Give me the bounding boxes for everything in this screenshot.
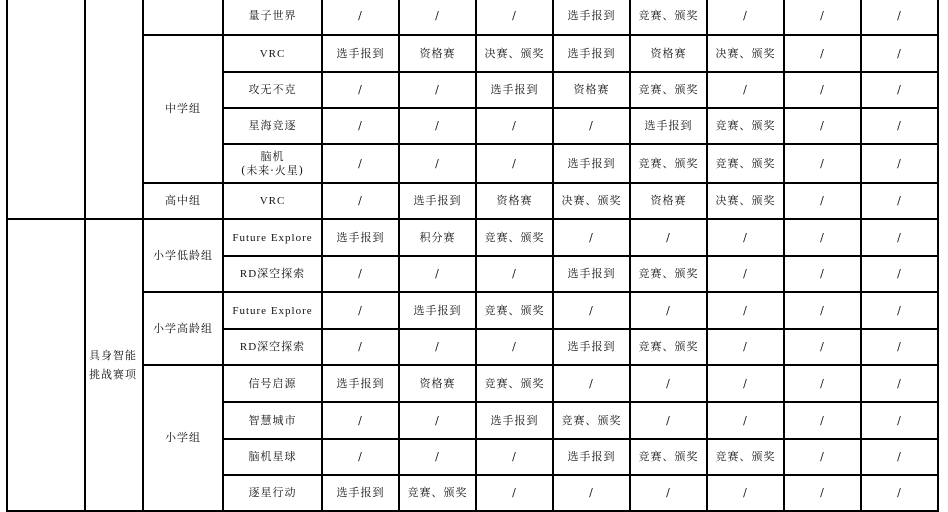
schedule-cell: 竞赛、颁奖 bbox=[630, 256, 707, 292]
project-cell bbox=[223, 183, 322, 219]
schedule-cell: / bbox=[553, 292, 630, 329]
schedule-cell: 选手报到 bbox=[553, 329, 630, 365]
table-row bbox=[7, 35, 938, 72]
project-cell bbox=[223, 365, 322, 402]
schedule-cell: 竞赛、颁奖 bbox=[399, 475, 476, 511]
schedule-cell: 选手报到 bbox=[399, 292, 476, 329]
project-name: 逐星行动 bbox=[248, 486, 297, 499]
schedule-cell: / bbox=[784, 219, 861, 256]
schedule-cell: / bbox=[861, 108, 938, 144]
schedule-cell: / bbox=[707, 256, 784, 292]
project-cell bbox=[223, 475, 322, 511]
schedule-cell: / bbox=[707, 475, 784, 511]
schedule-cell: / bbox=[707, 329, 784, 365]
schedule-cell: 决赛、颁奖 bbox=[707, 35, 784, 72]
schedule-cell: 资格赛 bbox=[630, 35, 707, 72]
schedule-cell: / bbox=[322, 439, 399, 475]
schedule-cell: / bbox=[861, 365, 938, 402]
schedule-cell: / bbox=[861, 402, 938, 439]
schedule-cell: / bbox=[630, 475, 707, 511]
schedule-cell: 竞赛、颁奖 bbox=[476, 292, 553, 329]
schedule-cell: / bbox=[553, 108, 630, 144]
schedule-cell: 竞赛、颁奖 bbox=[476, 219, 553, 256]
schedule-cell: / bbox=[784, 183, 861, 219]
project-name: 星海竞逐 bbox=[248, 119, 297, 132]
project-name: 脑机星球 bbox=[248, 450, 297, 463]
schedule-cell: / bbox=[861, 144, 938, 183]
schedule-cell: / bbox=[630, 402, 707, 439]
schedule-cell: / bbox=[553, 365, 630, 402]
schedule-cell: 决赛、颁奖 bbox=[476, 35, 553, 72]
schedule-cell: 竞赛、颁奖 bbox=[630, 0, 707, 35]
schedule-cell: / bbox=[784, 35, 861, 72]
schedule-cell: 竞赛、颁奖 bbox=[630, 144, 707, 183]
schedule-cell: / bbox=[707, 402, 784, 439]
schedule-cell: / bbox=[784, 72, 861, 108]
schedule-cell: 资格赛 bbox=[553, 72, 630, 108]
project-cell bbox=[223, 329, 322, 365]
project-cell bbox=[223, 108, 322, 144]
schedule-cell: 竞赛、颁奖 bbox=[630, 329, 707, 365]
schedule-cell: / bbox=[784, 329, 861, 365]
schedule-cell: 资格赛 bbox=[399, 35, 476, 72]
schedule-cell: / bbox=[784, 144, 861, 183]
category-cell: 具身智能挑战赛项 bbox=[85, 219, 143, 511]
group-cell: 小学高龄组 bbox=[143, 292, 223, 365]
schedule-cell: / bbox=[861, 219, 938, 256]
schedule-cell: / bbox=[861, 256, 938, 292]
blank-cell bbox=[7, 0, 85, 219]
project-name: RD深空探索 bbox=[239, 268, 306, 280]
schedule-cell: / bbox=[476, 439, 553, 475]
schedule-cell: / bbox=[399, 72, 476, 108]
schedule-cell: 竞赛、颁奖 bbox=[630, 72, 707, 108]
project-cell bbox=[223, 402, 322, 439]
schedule-cell: / bbox=[399, 144, 476, 183]
schedule-cell: / bbox=[322, 72, 399, 108]
project-name: 量子世界 bbox=[248, 9, 297, 22]
table-row bbox=[7, 292, 938, 329]
group-cell: 小学组 bbox=[143, 365, 223, 511]
schedule-cell: 竞赛、颁奖 bbox=[707, 439, 784, 475]
group-cell: 小学低龄组 bbox=[143, 219, 223, 292]
project-cell bbox=[223, 72, 322, 108]
schedule-cell: 选手报到 bbox=[322, 475, 399, 511]
schedule-cell: / bbox=[784, 0, 861, 35]
schedule-cell: 选手报到 bbox=[322, 219, 399, 256]
schedule-cell: / bbox=[476, 0, 553, 35]
project-name: 脑机 bbox=[260, 149, 285, 163]
schedule-cell: / bbox=[861, 0, 938, 35]
project-cell bbox=[223, 219, 322, 256]
schedule-cell: / bbox=[707, 292, 784, 329]
group-cell: 高中组 bbox=[143, 183, 223, 219]
project-name: Future Explore bbox=[232, 304, 313, 317]
project-name: VRC bbox=[259, 47, 286, 60]
schedule-cell: / bbox=[707, 365, 784, 402]
project-name: 信号启源 bbox=[248, 376, 297, 390]
schedule-cell: / bbox=[322, 256, 399, 292]
project-cell bbox=[223, 439, 322, 475]
schedule-cell: / bbox=[861, 183, 938, 219]
schedule-cell: / bbox=[784, 439, 861, 475]
schedule-cell: / bbox=[322, 183, 399, 219]
schedule-cell: / bbox=[861, 439, 938, 475]
schedule-cell: / bbox=[861, 292, 938, 329]
schedule-cell: 选手报到 bbox=[399, 183, 476, 219]
schedule-cell: / bbox=[476, 256, 553, 292]
schedule-cell: 决赛、颁奖 bbox=[553, 183, 630, 219]
schedule-cell: / bbox=[707, 219, 784, 256]
schedule-cell: / bbox=[399, 256, 476, 292]
project-cell bbox=[223, 35, 322, 72]
schedule-cell: 决赛、颁奖 bbox=[707, 183, 784, 219]
project-cell bbox=[223, 0, 322, 35]
schedule-cell: / bbox=[476, 108, 553, 144]
schedule-cell: 选手报到 bbox=[553, 439, 630, 475]
schedule-cell: 竞赛、颁奖 bbox=[707, 144, 784, 183]
schedule-cell: 竞赛、颁奖 bbox=[476, 365, 553, 402]
schedule-cell: / bbox=[399, 108, 476, 144]
table-row bbox=[7, 365, 938, 402]
project-cell bbox=[223, 144, 322, 183]
table-row bbox=[7, 219, 938, 256]
schedule-cell: / bbox=[399, 439, 476, 475]
schedule-cell: / bbox=[322, 0, 399, 35]
schedule-cell: 选手报到 bbox=[553, 256, 630, 292]
schedule-cell: 选手报到 bbox=[553, 0, 630, 35]
schedule-cell: / bbox=[784, 108, 861, 144]
project-name: RD深空探索 bbox=[239, 341, 306, 353]
schedule-cell: 选手报到 bbox=[476, 402, 553, 439]
schedule-cell: 选手报到 bbox=[553, 144, 630, 183]
project-name: VRC bbox=[259, 195, 286, 207]
table-row bbox=[7, 0, 938, 35]
schedule-cell: / bbox=[322, 292, 399, 329]
project-cell bbox=[223, 256, 322, 292]
project-name: 智慧城市 bbox=[248, 413, 297, 427]
schedule-cell: / bbox=[322, 144, 399, 183]
schedule-cell: / bbox=[322, 108, 399, 144]
schedule-cell: / bbox=[707, 72, 784, 108]
schedule-cell: 选手报到 bbox=[553, 35, 630, 72]
schedule-cell: / bbox=[861, 329, 938, 365]
schedule-cell: 选手报到 bbox=[630, 108, 707, 144]
schedule-cell: 竞赛、颁奖 bbox=[553, 402, 630, 439]
schedule-cell: / bbox=[784, 256, 861, 292]
schedule-cell: / bbox=[476, 144, 553, 183]
schedule-cell: / bbox=[399, 329, 476, 365]
schedule-cell: 资格赛 bbox=[630, 183, 707, 219]
group-cell: 中学组 bbox=[143, 35, 223, 183]
schedule-cell: / bbox=[476, 329, 553, 365]
schedule-cell: 选手报到 bbox=[322, 35, 399, 72]
schedule-cell: 积分赛 bbox=[399, 219, 476, 256]
project-name: 攻无不克 bbox=[248, 83, 297, 96]
schedule-cell: / bbox=[553, 475, 630, 511]
schedule-cell: / bbox=[476, 475, 553, 511]
project-cell bbox=[223, 292, 322, 329]
schedule-cell: 资格赛 bbox=[399, 365, 476, 402]
schedule-cell: 选手报到 bbox=[322, 365, 399, 402]
schedule-cell: 竞赛、颁奖 bbox=[630, 439, 707, 475]
project-name: Future Explore bbox=[232, 231, 313, 244]
schedule-cell: / bbox=[553, 219, 630, 256]
schedule-cell: / bbox=[322, 402, 399, 439]
schedule-cell: / bbox=[399, 402, 476, 439]
blank-cell bbox=[7, 219, 85, 511]
schedule-cell: / bbox=[630, 292, 707, 329]
schedule-cell: / bbox=[784, 365, 861, 402]
schedule-cell: / bbox=[861, 475, 938, 511]
schedule-cell: / bbox=[322, 329, 399, 365]
schedule-cell: 选手报到 bbox=[476, 72, 553, 108]
table-row bbox=[7, 183, 938, 219]
schedule-cell: / bbox=[784, 475, 861, 511]
schedule-cell: 资格赛 bbox=[476, 183, 553, 219]
schedule-cell: / bbox=[784, 292, 861, 329]
schedule-cell: / bbox=[630, 365, 707, 402]
schedule-cell: / bbox=[861, 35, 938, 72]
blank-cell bbox=[85, 0, 143, 219]
schedule-cell: / bbox=[630, 219, 707, 256]
schedule-cell: / bbox=[399, 0, 476, 35]
project-subtitle: (未来·火星) bbox=[240, 163, 305, 177]
blank-cell bbox=[143, 0, 223, 35]
schedule-cell: / bbox=[784, 402, 861, 439]
schedule-cell: 竞赛、颁奖 bbox=[707, 108, 784, 144]
schedule-cell: / bbox=[861, 72, 938, 108]
schedule-table bbox=[6, 0, 939, 512]
schedule-cell: / bbox=[707, 0, 784, 35]
